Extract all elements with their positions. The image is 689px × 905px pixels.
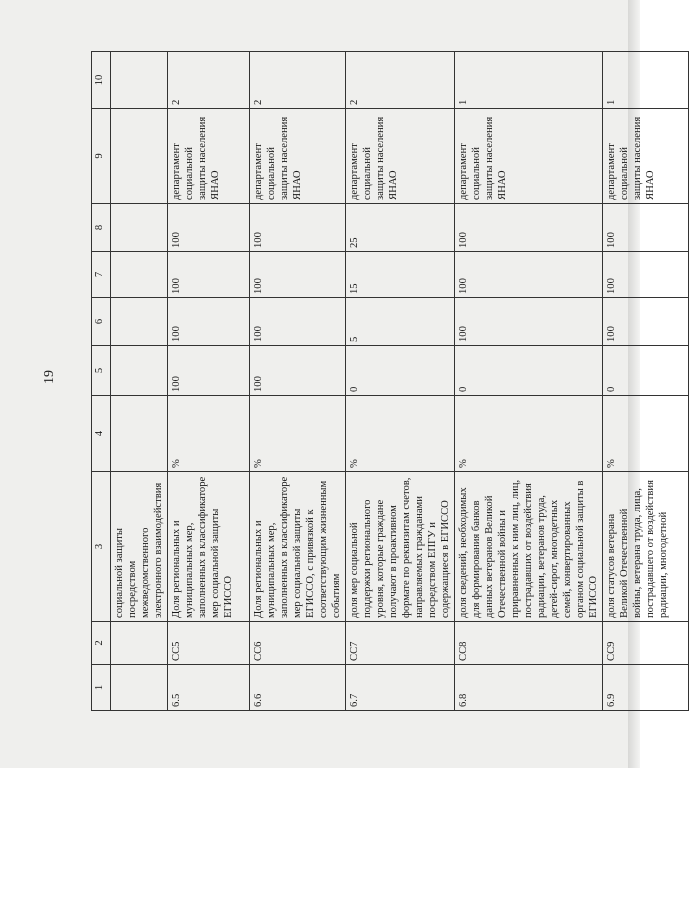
row-number-cell: 6.5 <box>168 665 250 711</box>
value-2020-cell: 100 <box>603 298 689 346</box>
indicator-code-cell: СС7 <box>346 622 455 665</box>
indicator-code-cell: СС5 <box>168 622 250 665</box>
value-2021-cell: 15 <box>346 252 455 298</box>
value-2019-cell: 100 <box>168 346 250 396</box>
value-2022-cell: 100 <box>455 204 603 252</box>
value-2022-cell: 100 <box>603 204 689 252</box>
priority-cell: 2 <box>346 52 455 109</box>
row-number-cell: 6.7 <box>346 665 455 711</box>
table-row <box>250 52 346 711</box>
indicator-code-cell: СС8 <box>455 622 603 665</box>
priority-cell: 2 <box>250 52 346 109</box>
priority-cell: 1 <box>455 52 603 109</box>
value-2021-cell: 100 <box>603 252 689 298</box>
responsible-body-cell: департамент социальной защиты населения ЯНАО <box>250 109 346 204</box>
row-number-cell: 6.9 <box>603 665 689 711</box>
value-2022-cell: 100 <box>168 204 250 252</box>
header-cell: 6 <box>92 298 111 346</box>
header-cell: 10 <box>92 52 111 109</box>
value-2022-cell: 25 <box>346 204 455 252</box>
indicator-code-cell: СС9 <box>603 622 689 665</box>
value-2020-cell <box>111 298 168 346</box>
value-2021-cell: 100 <box>455 252 603 298</box>
responsible-body-cell: департамент социальной защиты населения ЯНАО <box>455 109 603 204</box>
header-cell: 2 <box>92 622 111 665</box>
value-2019-cell: 0 <box>455 346 603 396</box>
indicator-code-cell <box>111 622 168 665</box>
responsible-body-cell: департамент социальной защиты населения ЯНАО <box>168 109 250 204</box>
table-row <box>111 52 168 711</box>
indicator-description-cell: доля статусов ветерана Великой Отечественной войны, ветерана труда, лица, пострадавшего от воздействия радиации, многодетной <box>603 472 689 622</box>
value-2021-cell: 100 <box>168 252 250 298</box>
table-row <box>346 52 455 711</box>
value-2019-cell: 100 <box>250 346 346 396</box>
indicator-description-cell: доля мер социальной поддержки регионального уровня, которые граждане получают в проактивном формате по реквизитам счетов, направляемых гражданами посредством ЕПГУ и содержащиеся в ЕГИССО <box>346 472 455 622</box>
value-2019-cell: 0 <box>346 346 455 396</box>
page-number: 19 <box>42 370 57 384</box>
unit-cell: % <box>168 396 250 472</box>
table-row <box>168 52 250 711</box>
table-row <box>455 52 603 711</box>
value-2019-cell: 0 <box>603 346 689 396</box>
header-cell: 3 <box>92 472 111 622</box>
header-cell: 5 <box>92 346 111 396</box>
header-cell: 9 <box>92 109 111 204</box>
value-2020-cell: 100 <box>250 298 346 346</box>
header-cell: 1 <box>92 665 111 711</box>
unit-cell: % <box>250 396 346 472</box>
indicator-description-cell: Доля региональных и муниципальных мер, заполненных в классификаторе мер социальной защиты ЕГИССО <box>168 472 250 622</box>
value-2020-cell: 100 <box>455 298 603 346</box>
indicators-table <box>91 51 689 711</box>
unit-cell: % <box>455 396 603 472</box>
table-body <box>92 52 689 711</box>
value-2022-cell <box>111 204 168 252</box>
value-2022-cell: 100 <box>250 204 346 252</box>
header-cell: 8 <box>92 204 111 252</box>
value-2020-cell: 100 <box>168 298 250 346</box>
value-2021-cell <box>111 252 168 298</box>
indicator-code-cell: СС6 <box>250 622 346 665</box>
row-number-cell: 6.8 <box>455 665 603 711</box>
value-2021-cell: 100 <box>250 252 346 298</box>
priority-cell <box>111 52 168 109</box>
responsible-body-cell <box>111 109 168 204</box>
indicator-description-cell: Доля региональных и муниципальных мер, заполненных в классификаторе мер социальной защиты ЕГИССО, с привязкой к соответствующим жизненным событиям <box>250 472 346 622</box>
indicator-description-cell: социальной защиты посредством межведомственного электронного взаимодействия <box>111 472 168 622</box>
table-row <box>603 52 689 711</box>
table-container <box>91 52 669 711</box>
value-2019-cell <box>111 346 168 396</box>
row-number-cell <box>111 665 168 711</box>
priority-cell: 1 <box>603 52 689 109</box>
unit-cell: % <box>603 396 689 472</box>
value-2020-cell: 5 <box>346 298 455 346</box>
responsible-body-cell: департамент социальной защиты населения ЯНАО <box>346 109 455 204</box>
unit-cell: % <box>346 396 455 472</box>
header-cell: 7 <box>92 252 111 298</box>
priority-cell: 2 <box>168 52 250 109</box>
row-number-cell: 6.6 <box>250 665 346 711</box>
responsible-body-cell: департамент социальной защиты населения ЯНАО <box>603 109 689 204</box>
unit-cell <box>111 396 168 472</box>
header-row <box>92 52 111 711</box>
indicator-description-cell: доля сведений, необходимых для формирования банков данных ветеранов Великой Отечественной войны и приравненных к ним лиц, лиц, пострадавших от воздействия радиации, ветеранов труда, детей-сирот, многодетных семей, конвертированных органом социальной защиты в ЕГИССО <box>455 472 603 622</box>
header-cell: 4 <box>92 396 111 472</box>
